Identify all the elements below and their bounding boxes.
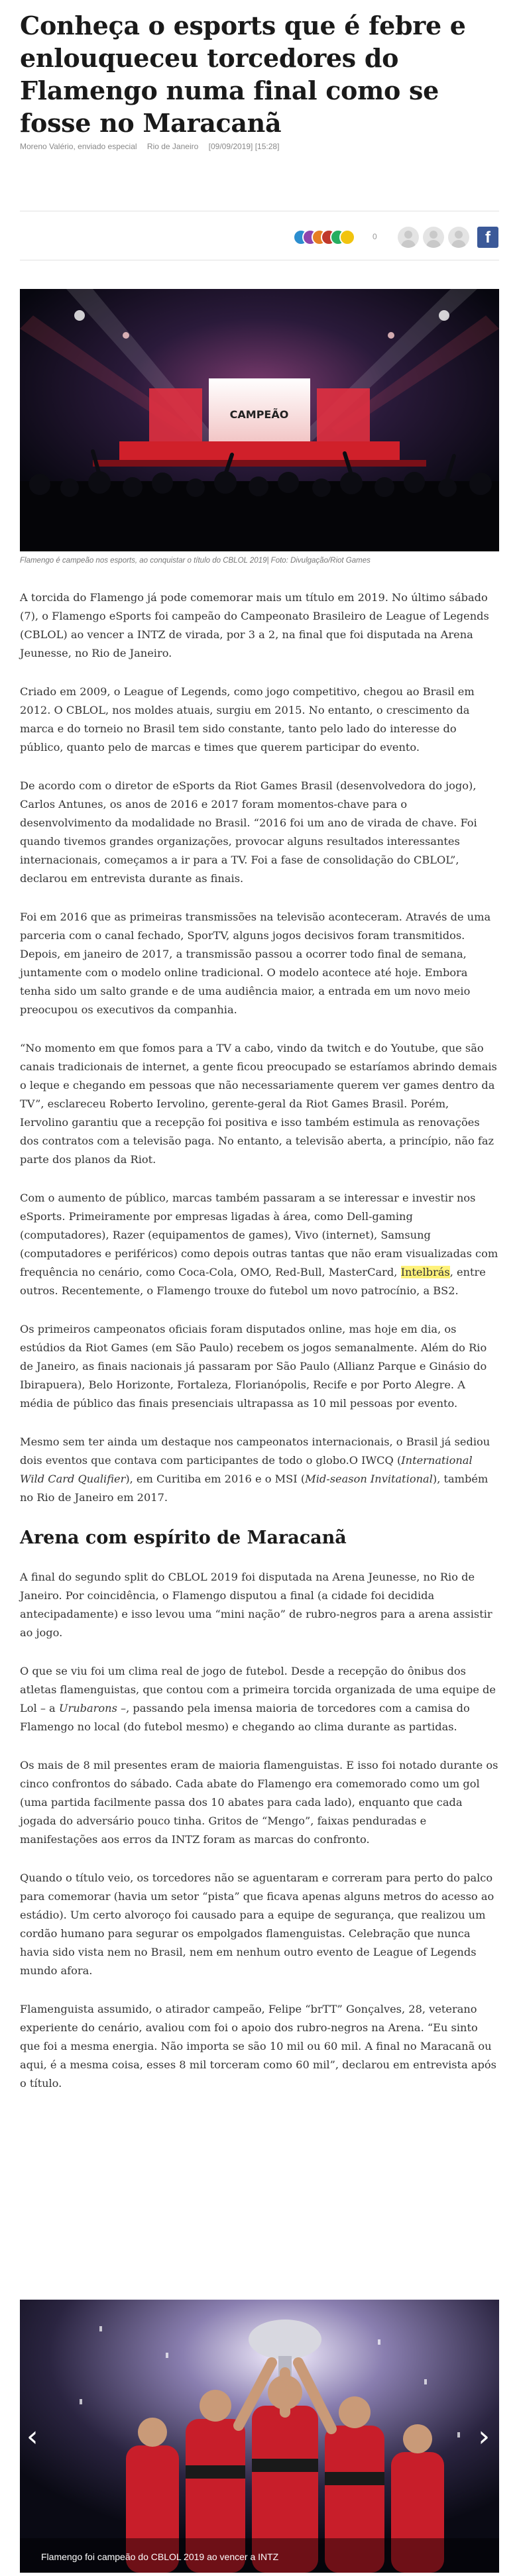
hero-caption: Flamengo é campeão nos esports, ao conquistar o título do CBLOL 2019| Foto: Divulgação/Riot Games (20, 557, 371, 565)
paragraph: A final do segundo split do CBLOL 2019 foi disputada na Arena Jeunesse, no Rio de Janeiro. Por coincidência, o Flamengo disputou a final (a cidade foi decidida antecipadamente) e isso levou uma “mini nação” de rubro-negros para a arena assistir ao jogo. (20, 1571, 492, 1639)
paragraph (20, 1189, 499, 1300)
gallery-caption: Flamengo foi campeão do CBLOL 2019 ao vencer a INTZ (41, 2551, 279, 2562)
esports-arena-illustration (20, 289, 499, 551)
emphasis-text: International Wild Card Qualifier (20, 1454, 473, 1485)
reaction-counter[interactable] (293, 229, 359, 245)
section-heading: Arena com espírito de Maracanã (20, 1528, 347, 1548)
user-avatar-icon[interactable] (398, 227, 419, 248)
share-bar (293, 224, 498, 251)
paragraph: Foi em 2016 que as primeiras transmissões na televisão aconteceram. Através de uma parceria com o canal fechado, SporTV, alguns jogos decisivos foram transmitidos. Depois, em janeiro de 2017, a transmissão passou a ocorrer todo final de semana, juntamente com o modelo online tradicional. O modelo acontece até hoje. Embora tenha sido um salto grande e de uma audiência maior, a entrada em um novo meio preocupou os executivos da companhia. (20, 911, 491, 1016)
paragraph: Criado em 2009, o League of Legends, como jogo competitivo, chegou ao Brasil em 2012. O CBLOL, nos moldes atuais, surgiu em 2015. No entanto, o crescimento da marca e do torneio no Brasil tem sido constante, tanto pelo lado do interesse do público, quanto pelo de marcas e times que querem participar do evento. (20, 685, 475, 754)
text-run: –, passando pela imensa maioria de torcedores com a camisa do Flamengo no local (do futebol mesmo) e chegando ao clima durante as partidas. (20, 1702, 470, 1733)
text-run: , entre outros. Recentemente, o Flamengo trouxe do futebol um novo patrocínio, a BS2. (20, 1266, 486, 1297)
photo-gallery (20, 2300, 499, 2573)
user-avatar-icon[interactable] (423, 227, 444, 248)
gallery-next-icon[interactable]: › (478, 2420, 490, 2453)
paragraph (20, 1433, 499, 1507)
paragraph: Quando o título veio, os torcedores não se aguentaram e correram para perto do palco para comemorar (havia um setor “pista” que ficava apenas alguns metros do acesso ao estádio). Um certo alvoroço foi causado para a equipe de segurança, que realizou um cordão humano para segurar os empolgados flamenguistas. Celebração que nunca havia sido vista nem no Brasil, nem em nenhum outro evento de League of Legends mundo afora. (20, 1872, 494, 1977)
emphasis-text: Mid-season Invitational (305, 1473, 433, 1485)
paragraph: Os primeiros campeonatos oficiais foram disputados online, mas hoje em dia, os estúdios da Riot Games (em São Paulo) recebem os jogos semanalmente. Além do Rio de Janeiro, as finais nacionais já passaram por São Paulo (Allianz Parque e Ginásio do Ibirapuera), Belo Horizonte, Fortaleza, Florianópolis, Recife e por Porto Alegre. A média de público das finais presenciais ultrapassa as 10 mil pessoas por evento. (20, 1323, 487, 1410)
paragraph: Os mais de 8 mil presentes eram de maioria flamenguistas. E isso foi notado durante os cinco confrontos do sábado. Cada abate do Flamengo era comemorado como um gol (uma partida facilmente passa dos 10 abates para cada lado), enquanto que cada jogada do adversário pouco tinha. Gritos de “Mengo”, faixas penduradas e manifestações aos erros da INTZ foram as marcas do confronto. (20, 1759, 498, 1846)
share-count: 0 (373, 232, 377, 241)
text-run: ), em Curitiba em 2016 e o MSI ( (125, 1473, 306, 1485)
paragraph: De acordo com o diretor de eSports da Riot Games Brasil (desenvolvedora do jogo), Carlos Antunes, os anos de 2016 e 2017 foram momentos-chave para o desenvolvimento da modalidade no Brasil. “2016 foi um ano de virada de chave. Foi quando tivemos grandes organizações, provocar alguns resultados interessantes internacionais, começamos a ir para a TV. Foi a fase de consolidação do CBLOL”, declarou em entrevista durante as finais. (20, 779, 477, 885)
paragraph: Flamenguista assumido, o atirador campeão, Felipe “brTT” Gonçalves, 28, veterano experiente do cenário, avaliou com foi o apoio dos rubro-negros na Arena. “Eu sinto que foi a mesma energia. Não importa se são 10 mil ou 60 mil. A final no Maracanã ou aqui, é a mesma coisa, esses 8 mil torceram como 60 mil”, declarou em entrevista após o título. (20, 2003, 496, 2090)
emphasis-text: Urubarons (58, 1702, 117, 1714)
reaction-icon (339, 229, 355, 245)
hero-image (20, 289, 499, 551)
text-run: Mesmo sem ter ainda um destaque nos campeonatos internacionais, o Brasil já sediou dois eventos que contava com participantes de todo o globo.O IWCQ ( (20, 1435, 490, 1467)
text-run: ), também no Rio de Janeiro em 2017. (20, 1473, 489, 1504)
trophy-celebration-illustration (20, 2300, 499, 2573)
author-name: Moreno Valério, enviado especial (20, 142, 137, 151)
article-meta (20, 142, 287, 151)
article-body (20, 588, 499, 2113)
facebook-share-icon[interactable]: f (477, 227, 498, 248)
text-run: Com o aumento de público, marcas também passaram a se interessar e investir nos eSports. Primeiramente por empresas ligadas à área, como Dell-gaming (computadores), Razer (equipamentos de games), Vivo (internet), Samsung (computadores e periféricos) como depois outras tantas que não eram visualizadas com frequência no cenário, como Coca-Cola, OMO, Red-Bull, MasterCard, (20, 1192, 498, 1278)
hero-screen-text: CAMPEÃO (229, 408, 289, 421)
paragraph (20, 1662, 499, 1736)
gallery-prev-icon[interactable]: ‹ (27, 2420, 38, 2453)
text-run: O que se viu foi um clima real de jogo de futebol. Desde a recepção do ônibus dos atletas flamenguistas, que contou com a primeira torcida organizada de uma equipe de Lol – a (20, 1665, 496, 1714)
publish-datetime: [09/09/2019] [15:28] (208, 142, 280, 151)
location: Rio de Janeiro (146, 142, 199, 151)
article-title: Conheça o esports que é febre e enlouqueceu torcedores do Flamengo numa final como se fosse no Maracanã (20, 11, 466, 138)
paragraph: “No momento em que fomos para a TV a cabo, vindo da twitch e do Youtube, que são canais tradicionais de internet, a gente ficou preocupado se estaríamos abrindo demais o leque e chegando em pessoas que não necessariamente querem ver games dentro da TV”, esclareceu Roberto Iervolino, gerente-geral da Riot Games Brasil. Porém, Iervolino garantiu que a recepção foi positiva e isso também estimula as renovações dos contratos com a televisão paga. No entanto, a televisão aberta, a princípio, não faz parte dos planos da Riot. (20, 1042, 497, 1166)
paragraph: A torcida do Flamengo já pode comemorar mais um título em 2019. No último sábado (7), o Flamengo eSports foi campeão do Campeonato Brasileiro de League of Legends (CBLOL) ao vencer a INTZ de virada, por 3 a 2, na final que foi disputada na Arena Jeunesse, no Rio de Janeiro. (20, 591, 489, 659)
highlighted-brand-link[interactable]: Intelbrás (400, 1266, 450, 1278)
user-avatar-icon[interactable] (448, 227, 469, 248)
